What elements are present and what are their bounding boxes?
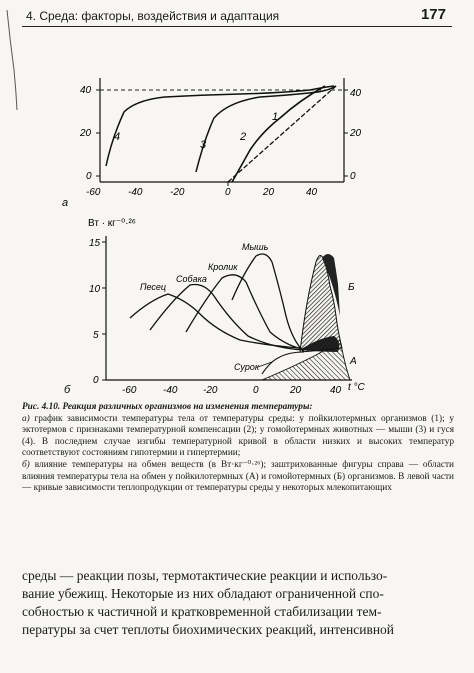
- fig-a-curve-label: 4: [114, 131, 121, 143]
- fig-a-ytick-left: 40: [80, 85, 92, 96]
- fig-b-x-unit: t °C: [348, 382, 365, 393]
- caption-paragraph-a: а) график зависимости температуры тела от температуры среды: у пойкилотермных организмов (1); у эктотермов с признаками температурной компенсации (2); у гомойотермных животных — мыши (3) и гуся (4). В последнем случае изгибы температурной кривой в области низких и высоких температур соответствуют состояниям гипотермии и гипертермии;: [22, 413, 454, 459]
- caption-paragraph-b: б) влияние температуры на обмен веществ (в Вт·кг⁻⁰·²⁶); заштрихованные фигуры справа — области влияния температуры тела на обмен у пойкилотермных (А) и гомойотермных (Б) организмов. В левой части — кривые зависимости теплопродукции от температуры среды у некоторых млекопитающих: [22, 459, 454, 494]
- caption-title: Рис. 4.10. Реакция различных организмов на изменения температуры:: [22, 402, 313, 412]
- fig-b-curve-label: Сурок: [234, 362, 260, 372]
- fig-b-curve-mouse: [232, 254, 304, 352]
- fig-a-xtick: 0: [225, 187, 231, 198]
- chapter-title: 4. Среда: факторы, воздействия и адаптация: [26, 9, 280, 23]
- fig-a-curve-label: 1: [272, 111, 279, 123]
- fig-b-panel-label: б: [64, 384, 71, 396]
- fig-b-curve-label: Песец: [140, 282, 167, 292]
- body-text: [22, 567, 454, 639]
- fig-b-xtick: 0: [253, 385, 259, 396]
- fig-a-xtick: 20: [263, 187, 275, 198]
- fig-b-curve-arctic-fox: [130, 294, 300, 348]
- page-number: 177: [420, 6, 446, 23]
- fig-b-xtick: 20: [290, 385, 302, 396]
- fig-a-xtick: 40: [306, 187, 318, 198]
- fig-b-ytick: 0: [93, 375, 99, 386]
- fig-a-xtick: -20: [170, 187, 185, 198]
- fig-b-region-label: А: [350, 356, 357, 367]
- body-line: вание убежищ. Некоторые из них обладают ограниченной спо-: [22, 586, 384, 601]
- fig-b-curve-label: Кролик: [208, 262, 238, 272]
- fig-b-curve-label: Собака: [176, 274, 207, 284]
- fig-b-xtick: 40: [330, 385, 342, 396]
- fig-a-ytick-left: 20: [80, 128, 92, 139]
- body-line: пературы за счет теплоты биохимических реакций, интенсивной: [22, 622, 395, 637]
- fig-a-curve-label: 3: [200, 139, 207, 151]
- fig-b-region-label: Б: [348, 282, 355, 293]
- body-line: собностью к частичной и кратковременной стабилизации тем-: [22, 604, 382, 619]
- fig-b-xtick: -20: [203, 385, 218, 396]
- fig-a-panel-label: а: [62, 197, 69, 209]
- fig-b-xtick: -60: [122, 385, 137, 396]
- fig-a-curve-label: 2: [240, 131, 247, 143]
- body-line: среды — реакции позы, термотактические реакции и использо-: [22, 568, 388, 583]
- fig-a-ytick-right: 40: [350, 88, 362, 99]
- fig-a-ytick-right: 20: [350, 128, 362, 139]
- fig-a-ytick-right: 0: [350, 171, 356, 182]
- fig-b-y-unit: Вт · кг⁻⁰·²⁶: [88, 218, 136, 229]
- fig-b-ytick: 10: [89, 284, 101, 295]
- fig-b-ytick: 15: [89, 238, 101, 249]
- fig-a-xtick: -60: [86, 187, 101, 198]
- fig-b-curve-label: Мышь: [242, 242, 269, 252]
- fig-a-xtick: -40: [128, 187, 143, 198]
- figure-caption: [22, 402, 454, 495]
- fig-b-xtick: -40: [163, 385, 178, 396]
- fig-a-ytick-left: 0: [86, 171, 92, 182]
- fig-b-ytick: 5: [93, 330, 99, 341]
